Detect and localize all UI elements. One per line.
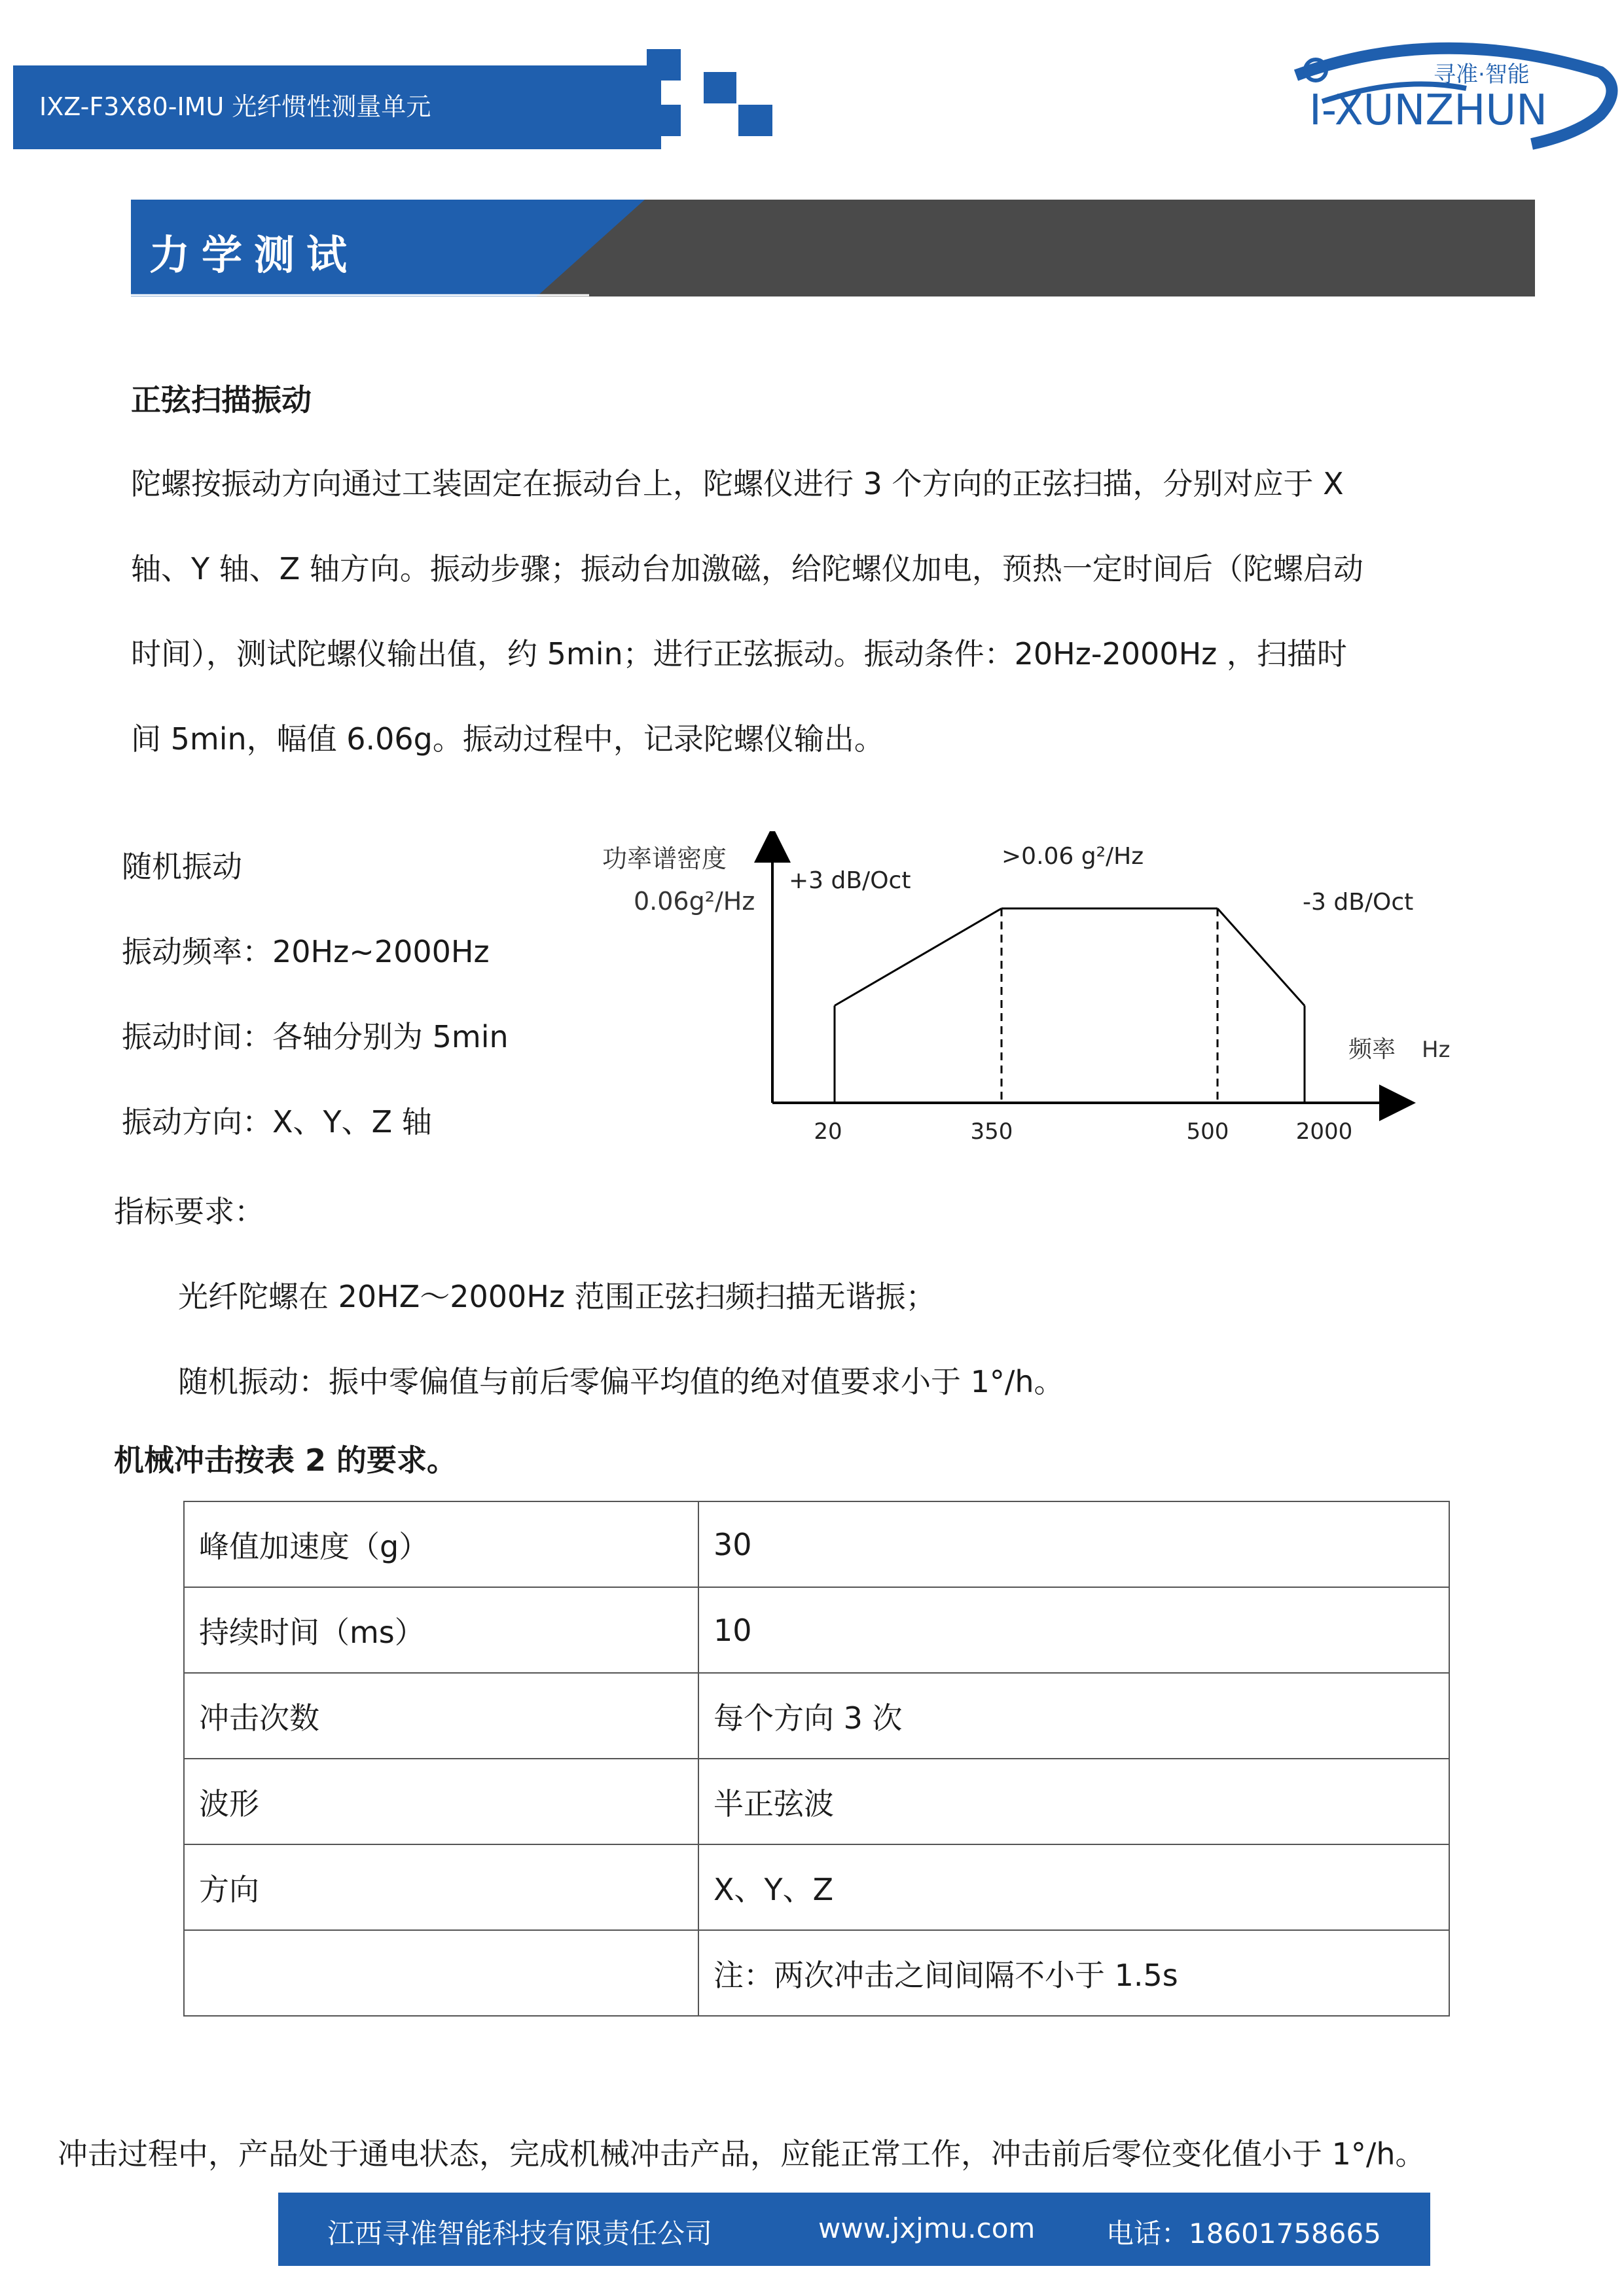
table-row bbox=[184, 1587, 1449, 1673]
table-row bbox=[184, 1844, 1449, 1930]
requirement-item-1: 光纤陀螺在 20HZ～2000Hz 范围正弦扫频扫描无谐振； bbox=[178, 1279, 936, 1314]
decor-square bbox=[704, 72, 736, 103]
psd-chart bbox=[576, 831, 1492, 1158]
table-row bbox=[184, 1501, 1449, 1587]
sine-heading: 正弦扫描振动 bbox=[131, 382, 312, 418]
shock-note: 冲击过程中，产品处于通电状态，完成机械冲击产品，应能正常工作，冲击前后零位变化值小于 1°/h。 bbox=[58, 2136, 1426, 2172]
x-unit-label: Hz bbox=[1422, 1037, 1451, 1063]
requirements-heading: 指标要求： bbox=[114, 1194, 264, 1229]
table-cell-value: X、Y、Z bbox=[698, 1844, 1449, 1930]
table-cell-key: 冲击次数 bbox=[184, 1673, 698, 1759]
random-time: 振动时间：各轴分别为 5min bbox=[122, 1019, 509, 1054]
logo-chinese-text: 寻准·智能 bbox=[1434, 62, 1530, 88]
sine-line-4: 间 5min，幅值 6.06g。振动过程中，记录陀螺仪输出。 bbox=[131, 721, 884, 757]
table-row bbox=[184, 1930, 1449, 2016]
requirement-item-2: 随机振动：振中零偏值与前后零偏平均值的绝对值要求小于 1°/h。 bbox=[178, 1364, 1064, 1399]
x-tick-label: 20 bbox=[814, 1119, 842, 1145]
table-cell-key: 峰值加速度（g） bbox=[184, 1501, 698, 1587]
annotation-slope-down: -3 dB/Oct bbox=[1303, 889, 1414, 916]
annotation-plateau: >0.06 g²/Hz bbox=[1001, 843, 1144, 870]
footer-company: 江西寻准智能科技有限责任公司 bbox=[327, 2217, 713, 2250]
table-cell-key: 方向 bbox=[184, 1844, 698, 1930]
annotation-slope-up: +3 dB/Oct bbox=[789, 867, 911, 894]
psd-segment bbox=[835, 908, 1001, 1006]
document-title: IXZ-F3X80-IMU 光纤惯性测量单元 bbox=[39, 92, 431, 121]
x-axis-label: 频率 bbox=[1348, 1036, 1396, 1063]
table-cell-key bbox=[184, 1930, 698, 2016]
x-tick-label: 2000 bbox=[1295, 1119, 1353, 1145]
footer-phone: 电话：18601758665 bbox=[1106, 2217, 1381, 2250]
table-cell-value: 注：两次冲击之间间隔不小于 1.5s bbox=[698, 1930, 1449, 2016]
table-cell-key: 波形 bbox=[184, 1759, 698, 1844]
y-axis-label: 功率谱密度 bbox=[602, 844, 727, 873]
shock-table bbox=[183, 1501, 1450, 2017]
company-logo bbox=[1270, 36, 1623, 151]
logo-english-text: I-XUNZHUN bbox=[1309, 86, 1548, 135]
table-row bbox=[184, 1673, 1449, 1759]
decor-square bbox=[647, 49, 681, 81]
sine-line-3: 时间），测试陀螺仪输出值，约 5min；进行正弦振动。振动条件：20Hz-2000Hz ，扫描时 bbox=[131, 636, 1347, 672]
decor-square bbox=[647, 105, 681, 136]
random-direction: 振动方向：X、Y、Z 轴 bbox=[122, 1104, 432, 1139]
table-cell-value: 10 bbox=[698, 1587, 1449, 1673]
sine-line-1: 陀螺按振动方向通过工装固定在振动台上，陀螺仪进行 3 个方向的正弦扫描，分别对应于 X bbox=[131, 466, 1344, 501]
section-title: 力学测试 bbox=[149, 231, 359, 279]
decor-square bbox=[738, 105, 772, 136]
x-tick-label: 500 bbox=[1186, 1119, 1229, 1145]
random-heading: 随机振动 bbox=[122, 849, 242, 884]
y-unit-label: 0.06g²/Hz bbox=[634, 887, 755, 916]
shock-heading: 机械冲击按表 2 的要求。 bbox=[114, 1443, 458, 1478]
table-cell-value: 半正弦波 bbox=[698, 1759, 1449, 1844]
decor-square bbox=[583, 124, 615, 149]
table-cell-value: 30 bbox=[698, 1501, 1449, 1587]
footer-website[interactable]: www.jxjmu.com bbox=[818, 2212, 1036, 2244]
psd-segment bbox=[1218, 908, 1305, 1006]
random-frequency: 振动频率：20Hz~2000Hz bbox=[122, 934, 490, 969]
x-tick-label: 350 bbox=[970, 1119, 1013, 1145]
table-cell-key: 持续时间（ms） bbox=[184, 1587, 698, 1673]
sine-line-2: 轴、Y 轴、Z 轴方向。振动步骤；振动台加激磁，给陀螺仪加电，预热一定时间后（陀螺启动 bbox=[131, 551, 1363, 586]
table-cell-value: 每个方向 3 次 bbox=[698, 1673, 1449, 1759]
table-row bbox=[184, 1759, 1449, 1844]
